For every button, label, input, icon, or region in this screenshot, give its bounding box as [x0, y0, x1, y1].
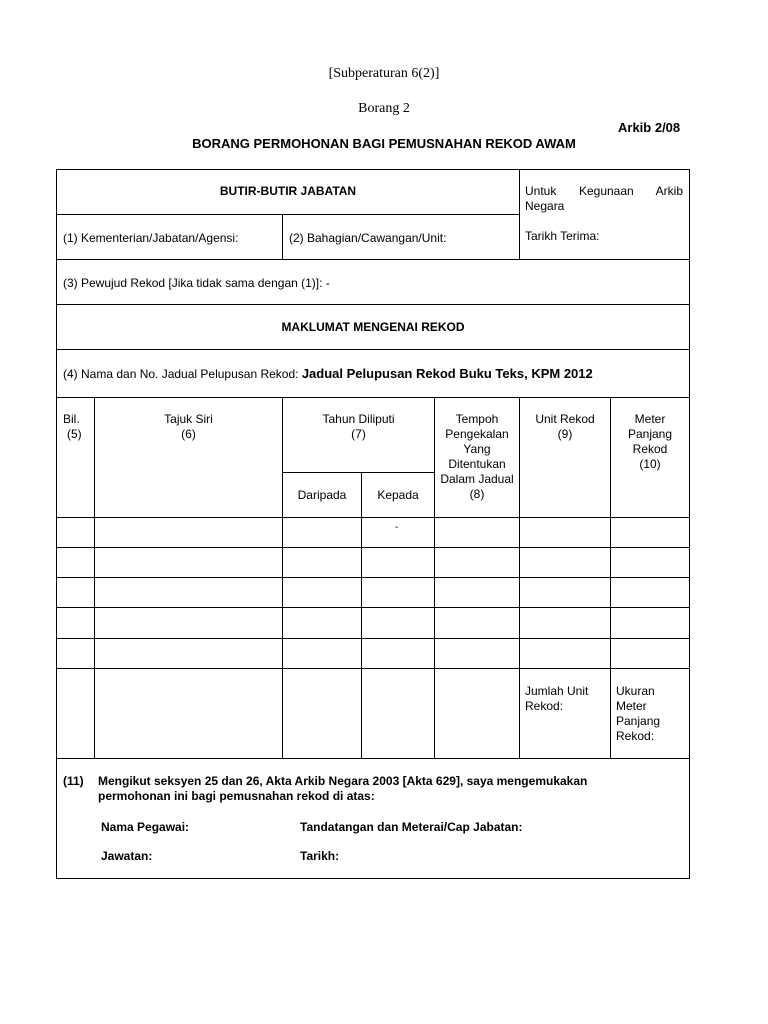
- col-daripada: Daripada: [297, 488, 347, 502]
- col-kepada: Kepada: [377, 488, 419, 502]
- form-title: BORANG PERMOHONAN BAGI PEMUSNAHAN REKOD AWAM: [192, 136, 576, 151]
- col-meter-panjang: Meter Panjang Rekod (10): [627, 412, 673, 471]
- signature-label: Tandatangan dan Meterai/Cap Jabatan:: [300, 820, 523, 834]
- col-tempoh: Tempoh Pengekalan Yang Ditentukan Dalam Jadual (8): [440, 412, 514, 501]
- first-row-kepada-value: -: [395, 522, 399, 533]
- date-received-label: Tarikh Terima:: [525, 229, 600, 243]
- department-heading: BUTIR-BUTIR JABATAN: [219, 184, 357, 198]
- form-number: Borang 2: [358, 101, 410, 116]
- col-tahun-diliputi: Tahun Diliputi (7): [322, 412, 395, 441]
- officer-name-label: Nama Pegawai:: [101, 820, 190, 834]
- records-heading: MAKLUMAT MENGENAI REKOD: [281, 320, 465, 334]
- col-tajuk-siri: Tajuk Siri (6): [164, 412, 213, 441]
- schedule-row: [63, 366, 593, 382]
- ministry-label: (1) Kementerian/Jabatan/Agensi:: [63, 231, 239, 245]
- archive-reference: Arkib 2/08: [618, 120, 681, 135]
- declaration-text: Mengikut seksyen 25 dan 26, Akta Arkib Negara 2003 [Akta 629], saya mengemukakan permohonan ini bagi pemusnahan rekod di atas:: [98, 774, 588, 803]
- archive-use-label: Untuk Kegunaan Arkib Negara: [525, 184, 683, 213]
- total-unit-label: Jumlah Unit Rekod:: [525, 684, 589, 713]
- division-label: (2) Bahagian/Cawangan/Unit:: [289, 231, 447, 245]
- record-creator-label: (3) Pewujud Rekod [Jika tidak sama dengan (1)]: -: [63, 276, 330, 290]
- col-bil: Bil. (5): [63, 412, 82, 441]
- schedule-value: Jadual Pelupusan Rekod Buku Teks, KPM 2012: [301, 366, 593, 381]
- total-meter-label: Ukuran Meter Panjang Rekod:: [616, 684, 661, 743]
- col-unit-rekod: Unit Rekod (9): [535, 412, 595, 441]
- position-label: Jawatan:: [101, 849, 153, 863]
- schedule-label: (4) Nama dan No. Jadual Pelupusan Rekod:: [63, 367, 299, 381]
- date-label: Tarikh:: [300, 849, 340, 863]
- subregulation-text: [Subperaturan 6(2)]: [328, 66, 440, 81]
- declaration-number: (11): [63, 774, 84, 788]
